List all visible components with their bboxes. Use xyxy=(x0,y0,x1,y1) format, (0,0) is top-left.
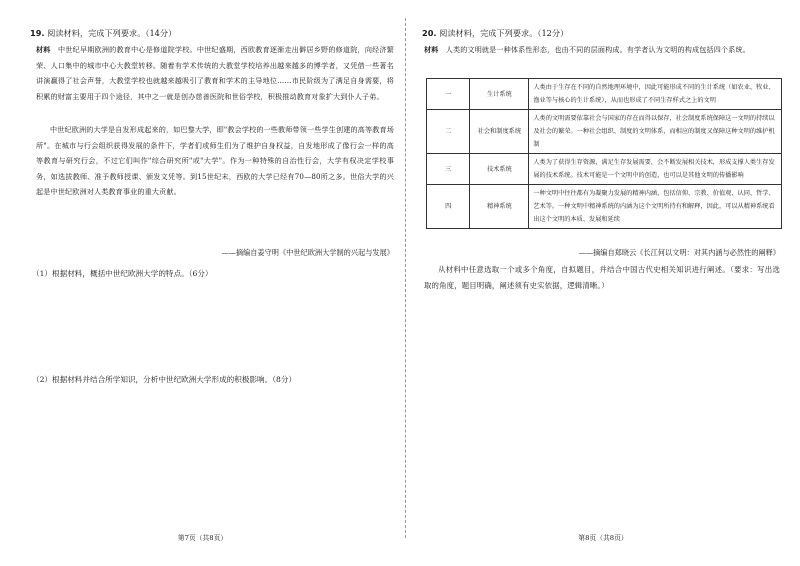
table-cell-system: 社会和制度系统 xyxy=(470,110,529,154)
table-row xyxy=(427,185,782,229)
table-cell-system: 精神系统 xyxy=(470,185,529,229)
question-19-prompt: 阅读材料，完成下列要求。（14分） xyxy=(47,28,177,38)
question-19-sub-1: （1）根据材料，概括中世纪欧洲大学的特点。（6分） xyxy=(32,269,213,278)
civilization-systems-table xyxy=(426,78,782,229)
material-19-paragraph-1 xyxy=(36,42,394,104)
material-20-intro xyxy=(424,42,780,58)
table-cell-number: 二 xyxy=(427,110,470,154)
question-19-sub-2: （2）根据材料并结合所学知识，分析中世纪欧洲大学形成的积极影响。（8分） xyxy=(32,375,297,384)
table-cell-description: 人类的文明需要依靠社会与国家的存在而得以保存，社会制度系统保障这一文明的持续以及社会的繁荣。一种社会组织、制度的文明体系，而相应的制度又保障这种文明的维护机制 xyxy=(529,110,782,154)
question-20-title xyxy=(422,28,568,39)
right-page-number: 第8页（共8页） xyxy=(578,534,628,542)
material-label: 材料 xyxy=(424,45,439,54)
table-cell-system: 生计系统 xyxy=(470,79,529,110)
question-20-task: 从材料中任意选取一个或多个角度，自拟题目，并结合中国古代史相关知识进行阐述。（要求：写出选取的角度，题目明确，阐述须有史实依据，逻辑清晰。） xyxy=(424,265,780,290)
table-cell-system: 技术系统 xyxy=(470,154,529,185)
question-20-prompt: 阅读材料，完成下列要求。（12分） xyxy=(439,28,569,38)
right-page xyxy=(406,0,800,566)
material-20-intro-text: 人类的文明就是一种体系性形态，也由不同的层面构成。有学者认为文明的构成包括四个系统。 xyxy=(445,45,750,54)
table-cell-number: 一 xyxy=(427,79,470,110)
table-cell-description: 人类为了获得生存资源，满足生存发展需要，会不断发展相关技术，形成支撑人类生存发展的技术系统。技术可能是一个文明中的创造，也可以是其他文明的传播影响 xyxy=(529,154,782,185)
table-cell-number: 四 xyxy=(427,185,470,229)
table-row xyxy=(427,154,782,185)
material-19-source: ——摘编自姜守明《中世纪欧洲大学制的兴起与发展》 xyxy=(221,248,394,257)
table-cell-number: 三 xyxy=(427,154,470,185)
table-cell-description: 一种文明中往往都有为凝聚力发展的精神内涵，包括信仰、宗教、价值观、认同、哲学、艺术等。一种文明中精神系统的内涵为这个文明所持有和解释，因此，可以从精神系统看出这个文明的本质、发展和延续 xyxy=(529,185,782,229)
material-19-paragraph-2 xyxy=(36,122,394,200)
table-row xyxy=(427,110,782,154)
question-19-number: 19. xyxy=(30,28,45,38)
question-19-title xyxy=(30,28,176,39)
question-20-number: 20. xyxy=(422,28,437,38)
material-19-text-1: 中世纪早期欧洲的教育中心是修道院学校。中世纪盛期，西欧教育逐渐走出僻居乡野的修道院，向经济繁荣、人口集中的城市中心大教堂转移。随着有学术传统的大教堂学校培养出越来越多的博学者，又凭借一些著名讲演赢得了社会声誉，大教堂学校也就越来越吸引了教育和学术的主导地位……市民阶级为了满足自身需要，将积累的财富主要用于四个途径，其中之一就是创办慈善医院和世俗学校，积极推动教育对象扩大到仆人子弟。 xyxy=(36,45,394,101)
material-19-text-2: 中世纪欧洲的大学是自发形成起来的，如巴黎大学，即"教会学校的一些教师带领一些学生创建的高等教育场所"。在城市与行会组织获得发展的条件下，学者们或师生们为了维护自身权益，自发地形成了像行会一样的高等教育与研究行会，不过它们叫作"综合研究所"或"大学"。作为一种特殊的自治性行会，大学有权决定学校事务，如选拔教师、准予教师授课、颁发文凭等。到15世纪末，西欧的大学已经有70—80所之多。世俗大学的兴起是中世纪欧洲对人类教育事业的重大贡献。 xyxy=(36,125,394,197)
material-20-source: ——摘编自郑晓云《长江何以文明：对其内涵与必然性的阐释》 xyxy=(578,248,780,257)
left-page-number: 第7页（共8页） xyxy=(177,534,228,542)
material-label: 材料 xyxy=(36,45,51,54)
table-row xyxy=(427,79,782,110)
table-cell-description: 人类由于生存在不同的自然地理环境中，因此可能形成不同的生计系统（如农业、牧业、渔业等与核心的生计系统），从而也形成了不同生存样式之上的文明 xyxy=(529,79,782,110)
